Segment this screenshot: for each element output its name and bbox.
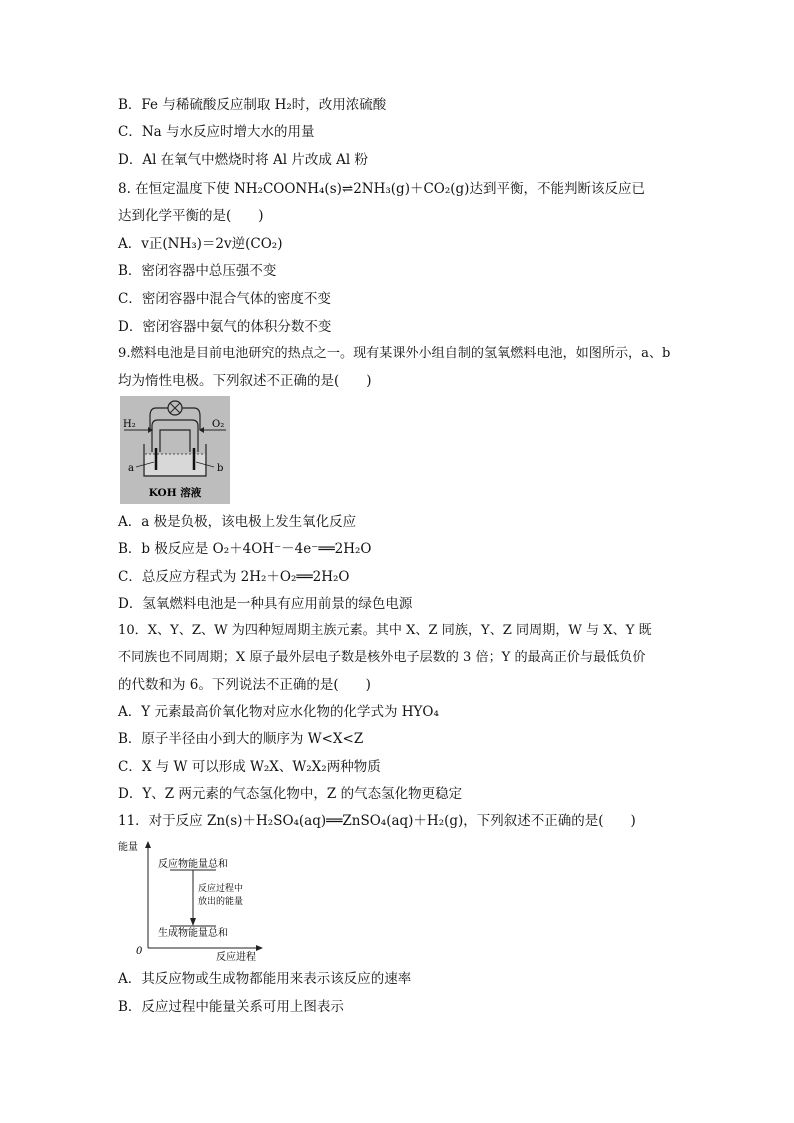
electrode-b-label: b	[217, 463, 224, 474]
energy-diagram-figure	[118, 838, 268, 962]
electrode-a-label: a	[128, 463, 134, 474]
fuel-cell-diagram	[120, 396, 230, 504]
question-8-line-2: 达到化学平衡的是( )	[118, 208, 264, 224]
q10-option-b: B．原子半径由小到大的顺序为 W<X<Z	[118, 731, 364, 747]
q9-option-c: C．总反应方程式为 2H₂＋O₂══2H₂O	[118, 569, 350, 585]
question-11-line-1: 11．对于反应 Zn(s)＋H₂SO₄(aq)══ZnSO₄(aq)＋H₂(g)，下列叙述不正确的是( )	[118, 813, 636, 829]
q8-option-c: C．密闭容器中混合气体的密度不变	[118, 291, 331, 307]
q9-option-b: B．b 极反应是 O₂＋4OH⁻－4e⁻══2H₂O	[118, 541, 372, 557]
line-c-na: C．Na 与水反应时增大水的用量	[118, 124, 315, 140]
origin-label: 0	[136, 946, 143, 957]
q11-option-a: A．其反应物或生成物都能用来表示该反应的速率	[118, 971, 412, 987]
line-b-fe: B．Fe 与稀硫酸反应制取 H₂时，改用浓硫酸	[118, 97, 387, 113]
energy-diagram	[118, 838, 268, 962]
q11-option-b: B．反应过程中能量关系可用上图表示	[118, 999, 344, 1015]
line-d-al: D．Al 在氧气中燃烧时将 Al 片改成 Al 粉	[118, 152, 368, 168]
q8-option-a: A．v正(NH₃)＝2v逆(CO₂)	[118, 236, 283, 252]
question-10-line-2: 不同族也不同周期；X 原子最外层电子数是核外电子层数的 3 倍；Y 的最高正价与最低负价	[118, 650, 646, 665]
q8-option-b: B．密闭容器中总压强不变	[118, 263, 277, 279]
question-9-line-2: 均为惰性电极。下列叙述不正确的是( )	[118, 373, 372, 389]
q10-option-c: C．X 与 W 可以形成 W₂X、W₂X₂两种物质	[118, 759, 381, 775]
q10-option-d: D．Y、Z 两元素的气态氢化物中，Z 的气态氢化物更稳定	[118, 786, 463, 802]
question-8-line-1: 8. 在恒定温度下使 NH₂COONH₄(s)⇌2NH₃(g)＋CO₂(g)达到平衡，不能判断该反应已	[118, 181, 645, 197]
q8-option-d: D．密闭容器中氨气的体积分数不变	[118, 319, 332, 335]
q9-option-a: A．a 极是负极，该电极上发生氧化反应	[118, 514, 357, 530]
q10-option-a: A．Y 元素最高价氧化物对应水化物的化学式为 HYO₄	[118, 704, 439, 720]
question-10-line-3: 的代数和为 6。下列说法不正确的是( )	[118, 677, 371, 693]
o2-label: O₂	[212, 419, 225, 430]
question-9-line-1: 9.燃料电池是目前电池研究的热点之一。现有某课外小组自制的氢氧燃料电池，如图所示，a、b	[118, 346, 671, 361]
h2-label: H₂	[123, 419, 136, 430]
q9-option-d: D．氢氧燃料电池是一种具有应用前景的绿色电源	[118, 596, 413, 612]
released-energy-label-2: 放出的能量	[198, 897, 244, 907]
products-energy-label: 生成物能量总和	[158, 928, 228, 939]
koh-solution-label: KOH 溶液	[148, 487, 202, 499]
energy-x-axis-label: 反应进程	[216, 952, 256, 962]
energy-y-axis-label: 能量	[118, 842, 138, 853]
reactants-energy-label: 反应物能量总和	[158, 859, 228, 870]
released-energy-label-1: 反应过程中	[198, 884, 244, 894]
fuel-cell-figure	[120, 396, 230, 504]
question-10-line-1: 10．X、Y、Z、W 为四种短周期主族元素。其中 X、Z 同族，Y、Z 同周期，W 与 X、Y 既	[118, 623, 652, 638]
